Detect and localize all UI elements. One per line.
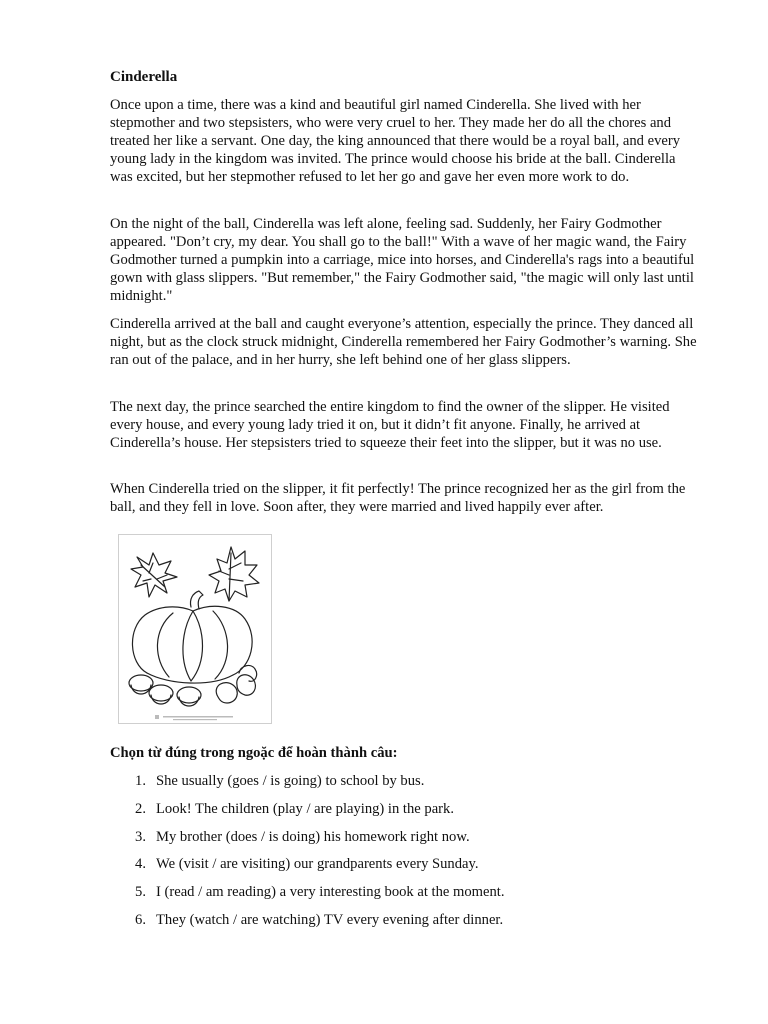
- story-paragraph: The next day, the prince searched the entire kingdom to find the owner of the slipper. He visited every house, and every young lady tried it on, but it didn’t fit anyone. Finally, he arrived at Cinderella’s house. Her stepsisters tried to squeeze their feet into the slipper, but it was no use.: [110, 399, 670, 452]
- item-text: We (visit / are visiting) our grandparents every Sunday.: [156, 856, 479, 873]
- pumpkin-illustration: [118, 534, 272, 724]
- exercise-item: [110, 911, 670, 939]
- exercise-item: [110, 772, 670, 800]
- exercise-item: [110, 800, 670, 828]
- exercise-item: [110, 883, 670, 911]
- exercise-title: Chọn từ đúng trong ngoặc để hoàn thành câu:: [110, 745, 398, 761]
- item-number: 3.: [135, 828, 146, 845]
- exercise-list: [110, 772, 670, 939]
- story-paragraph: Cinderella arrived at the ball and caught everyone’s attention, especially the prince. They danced all night, but as the clock struck midnight, Cinderella remembered her Fairy Godmother’s warning. She ran out of the palace, and in her hurry, she left behind one of her glass slippers.: [110, 316, 697, 369]
- exercise-item: [110, 828, 670, 856]
- item-text: They (watch / are watching) TV every evening after dinner.: [156, 911, 504, 928]
- exercise-item: [110, 855, 670, 883]
- item-text: My brother (does / is doing) his homework right now.: [156, 828, 470, 845]
- item-number: 1.: [135, 773, 146, 789]
- item-number: 4.: [135, 856, 146, 873]
- item-text: I (read / am reading) a very interesting book at the moment.: [156, 884, 505, 901]
- item-text: Look! The children (play / are playing) in the park.: [156, 800, 454, 817]
- item-number: 5.: [135, 884, 146, 901]
- item-number: 6.: [135, 911, 146, 928]
- item-number: 2.: [135, 800, 146, 817]
- pumpkin-coloring-page-icon: [119, 535, 271, 723]
- story-title: Cinderella: [110, 69, 178, 85]
- story-paragraph: Once upon a time, there was a kind and beautiful girl named Cinderella. She lived with her stepmother and two stepsisters, who were very cruel to her. They made her do all the chores and treated her like a servant. One day, the king announced that there would be a royal ball, and every young lady in the kingdom was invited. The prince would choose his bride at the ball. Cinderella was excited, but her stepmother refused to let her go and gave her even more work to do.: [110, 97, 681, 186]
- item-text: She usually (goes / is going) to school by bus.: [156, 773, 425, 789]
- story-paragraph: When Cinderella tried on the slipper, it fit perfectly! The prince recognized her as the girl from the ball, and they fell in love. Soon after, they were married and lived happily ever after.: [110, 481, 686, 516]
- story-paragraph: On the night of the ball, Cinderella was left alone, feeling sad. Suddenly, her Fairy Godmother appeared. "Don’t cry, my dear. You shall go to the ball!" With a wave of her magic wand, the Fairy Godmother turned a pumpkin into a carriage, mice into horses, and Cinderella's rags into a beautiful gown with glass slippers. "But remember," the Fairy Godmother said, "the magic will only last until midnight.": [110, 216, 695, 305]
